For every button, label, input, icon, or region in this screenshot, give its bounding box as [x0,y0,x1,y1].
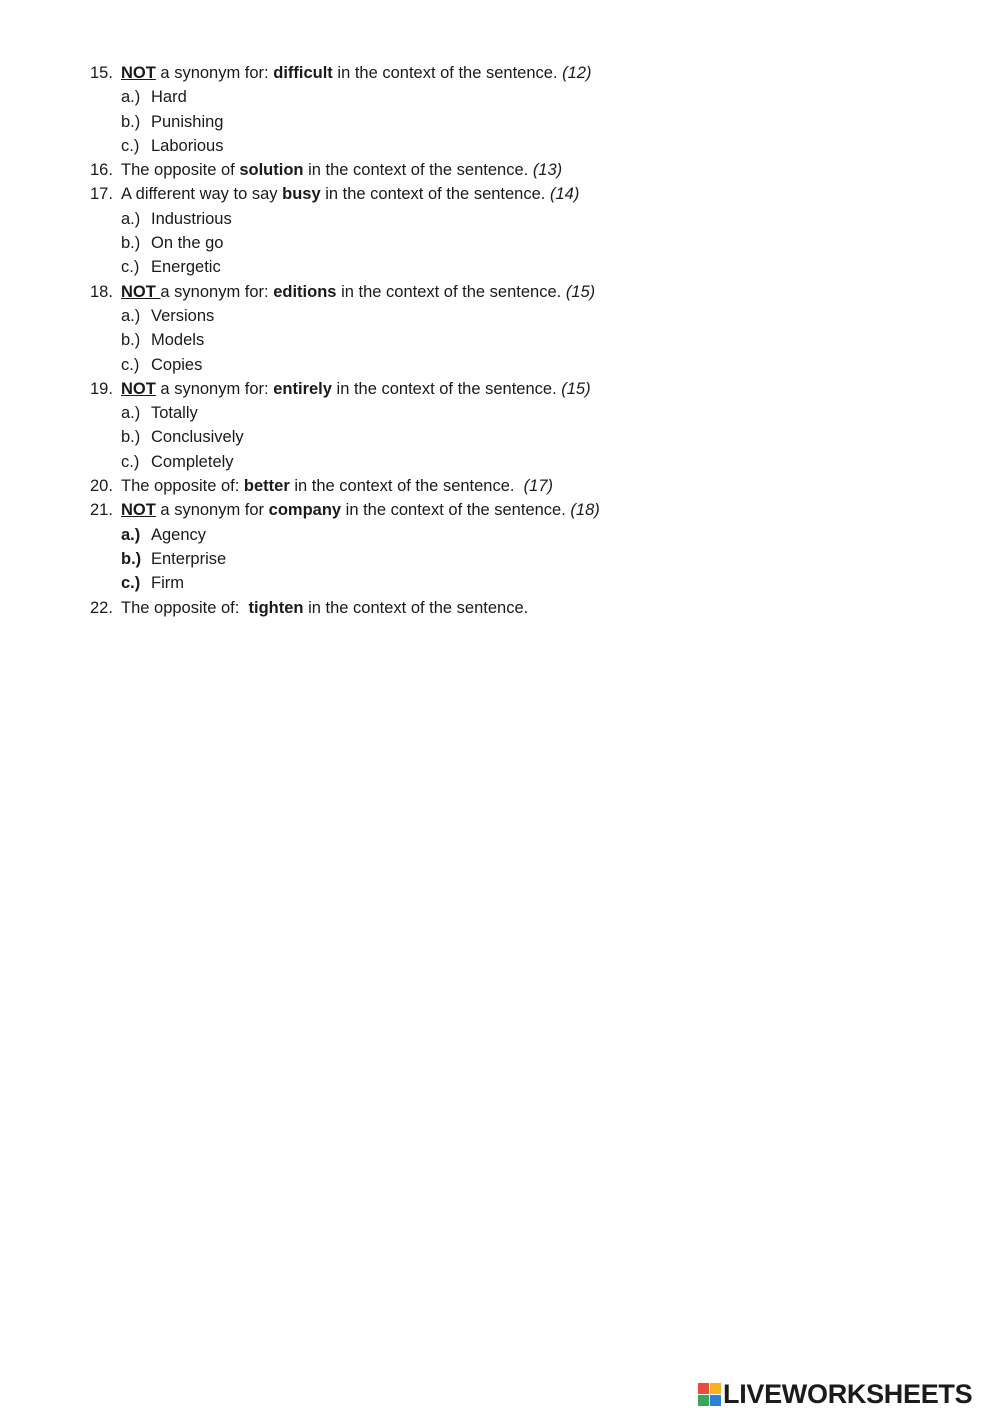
answer-option [90,523,970,547]
question-row [90,377,970,401]
answer-option [90,425,970,449]
paragraph-reference: (15) [565,282,596,301]
answer-option [90,450,970,474]
option-letter: b.) [121,112,141,131]
key-word: entirely [273,379,332,398]
question-text-part: a synonym for [155,501,269,520]
question-text-part: a synonym for: [155,379,274,398]
question-text-part: A different way to say [121,185,283,204]
option-letter: c.) [121,452,140,471]
question-text [121,596,528,620]
question-number: 15. [90,64,113,82]
key-word: better [243,477,290,496]
question-text-part: The opposite of: [121,477,244,496]
option-letter: b.) [121,331,141,350]
question-text-part: in the context of the sentence. [320,185,550,204]
question-text-part: in the context of the sentence. [332,64,563,82]
question-number: 19. [90,379,113,398]
answer-option [90,110,970,134]
question-text-part: The opposite of: [121,598,249,617]
paragraph-reference: (13) [532,161,563,180]
question-row [90,498,970,522]
logo-mark-square [710,1395,721,1406]
option-text: Agency [151,525,207,544]
answer-option [90,231,970,255]
question-text [121,498,600,522]
logo-mark-square [710,1383,721,1394]
answer-option [90,353,970,377]
option-text: On the go [151,234,224,253]
option-text: Energetic [151,258,221,277]
not-emphasis: NOT [121,501,156,520]
question-text-part: in the context of the sentence. [303,598,529,617]
answer-option [90,304,970,328]
answer-option [90,571,970,595]
option-letter: b.) [121,428,141,447]
question-text-part: a synonym for: [155,64,274,82]
question-text [121,61,591,85]
option-letter: a.) [121,88,141,107]
option-letter: c.) [121,355,140,374]
question-row [90,61,970,85]
question-row [90,596,970,620]
question-text [121,280,595,304]
question-text [121,158,562,182]
question-text [121,377,591,401]
paragraph-reference: (15) [561,379,591,398]
answer-option [90,207,970,231]
option-text: Completely [151,452,234,471]
question-row [90,182,970,206]
logo-text: LIVEWORKSHEETS [723,1378,973,1409]
option-letter: b.) [121,234,141,253]
question-text-part: in the context of the sentence. [289,477,524,496]
option-text: Versions [151,306,215,325]
key-word: solution [239,161,304,180]
option-text: Models [151,331,205,350]
liveworksheets-logo [698,1379,972,1409]
question-row [90,158,970,182]
not-emphasis: NOT [121,282,161,301]
worksheet-questions [90,61,970,620]
logo-mark-square [698,1383,709,1394]
question-text [121,474,553,498]
question-number: 21. [90,501,113,520]
answer-option [90,401,970,425]
option-letter: b.) [121,549,142,568]
answer-option [90,547,970,571]
option-letter: c.) [121,136,140,155]
option-text: Punishing [151,112,224,131]
question-text-part: in the context of the sentence. [331,379,562,398]
not-emphasis: NOT [121,379,156,398]
question-number: 18. [90,282,113,301]
question-text [121,182,579,206]
not-emphasis: NOT [121,64,156,82]
paragraph-reference: (18) [570,501,600,520]
answer-option [90,85,970,109]
key-word: company [268,501,342,520]
key-word: busy [282,185,321,204]
option-text: Copies [151,355,203,374]
option-letter: c.) [121,574,141,593]
option-text: Firm [151,574,184,593]
question-number: 16. [90,161,113,180]
option-text: Hard [151,88,187,107]
option-letter: a.) [121,404,141,423]
question-row [90,280,970,304]
logo-mark-square [698,1395,709,1406]
question-number: 22. [90,598,113,617]
paragraph-reference: (14) [549,185,580,204]
logo-mark-icon [698,1383,721,1406]
option-text: Enterprise [151,549,227,568]
option-letter: a.) [121,525,141,544]
key-word: tighten [248,598,304,617]
key-word: editions [273,282,337,301]
key-word: difficult [273,64,333,82]
option-text: Laborious [151,136,224,155]
question-text-part: The opposite of [121,161,240,180]
answer-option [90,328,970,352]
option-text: Industrious [151,209,232,228]
question-text-part: a synonym for: [160,282,274,301]
option-letter: a.) [121,306,141,325]
paragraph-reference: (17) [523,477,554,496]
question-text-part: in the context of the sentence. [336,282,566,301]
option-text: Totally [151,404,198,423]
answer-option [90,134,970,158]
option-letter: c.) [121,258,140,277]
answer-option [90,255,970,279]
option-text: Conclusively [151,428,244,447]
paragraph-reference: (12) [562,64,592,82]
question-text-part: in the context of the sentence. [303,161,533,180]
question-number: 17. [90,185,113,204]
question-row [90,474,970,498]
question-text-part: in the context of the sentence. [341,501,571,520]
option-letter: a.) [121,209,141,228]
question-number: 20. [90,477,113,496]
